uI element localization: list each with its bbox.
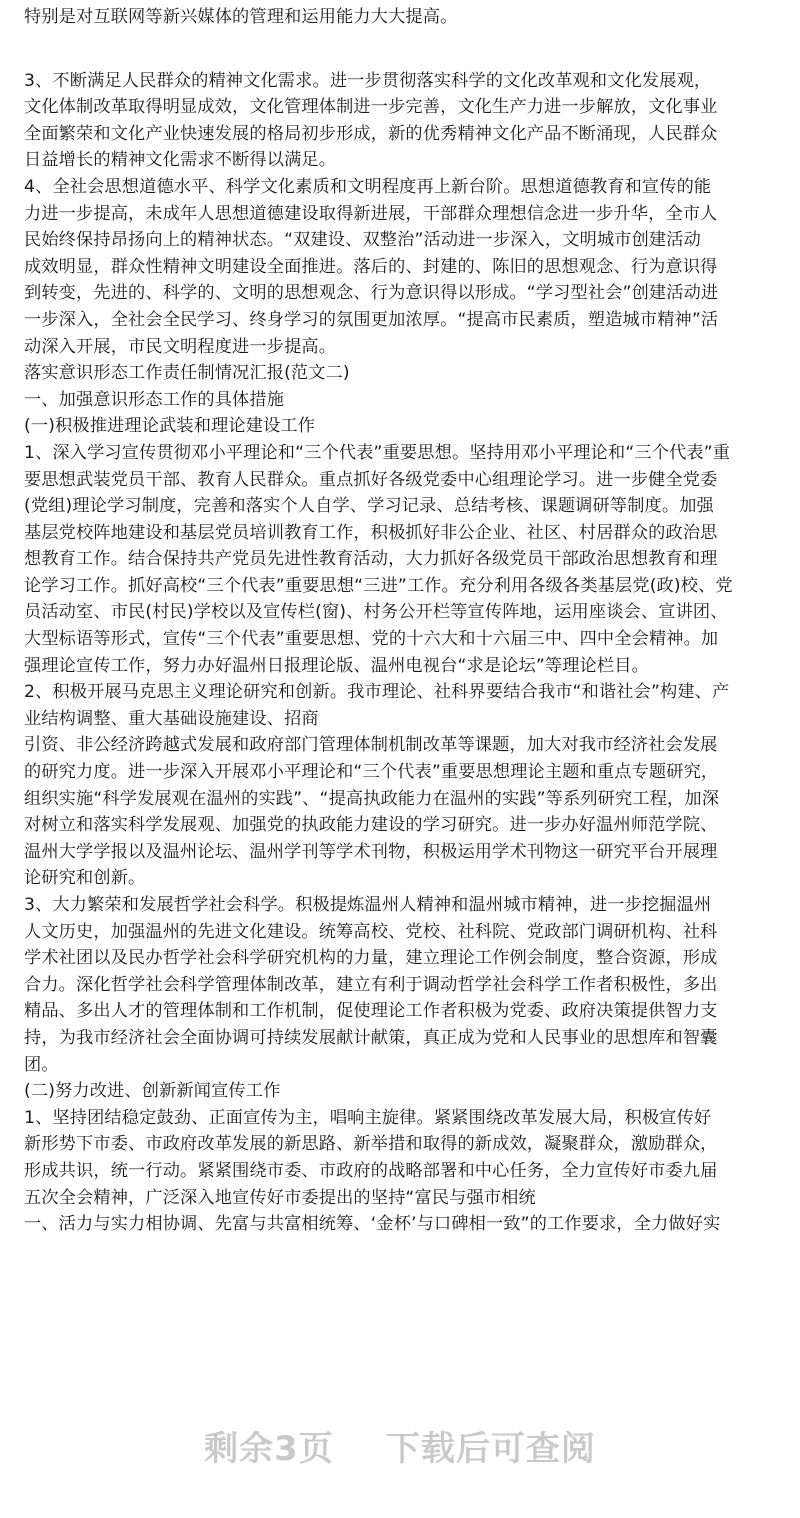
text-line xyxy=(24,1238,780,1265)
subsection-heading: 1、坚持团结稳定鼓劲、正面宣传为主，唱响主旋律。紧紧围绕改革发展大局，积极宣传好 xyxy=(24,1107,712,1128)
text-line: 新形势下市委、市政府改革发展的新思路、新举措和取得的新成效，凝聚群众，激励群众， xyxy=(24,1134,718,1155)
subsection-heading: (一)积极推进理论武装和理论建设工作 xyxy=(24,416,316,437)
text-line: 人文历史，加强温州的先进文化建设。统筹高校、党校、社科院、党政部门调研机构、社科 xyxy=(24,921,718,942)
text-line: 4、全社会思想道德水平、科学文化素质和文明程度再上新台阶。思想道德教育和宣传的能 xyxy=(24,176,712,197)
text-line: 文化体制改革取得明显成效，文化管理体制进一步完善，文化生产力进一步解放，文化事业 xyxy=(24,97,718,118)
text-line: 3、大力繁荣和发展哲学社会科学。积极提炼温州人精神和温州城市精神，进一步挖掘温州 xyxy=(24,895,712,915)
text-line: 合力。深化哲学社会科学管理体制改革，建立有利于调动哲学社会科学工作者积极性，多出 xyxy=(24,974,718,995)
text-line: 强理论宣传工作，努力办好温州日报理论版、温州电视台“求是论坛”等理论栏目。 xyxy=(24,655,649,676)
text-line: 2、积极开展马克思主义理论研究和创新。我市理论、社科界要结合我市“和谐社会”构建、产 xyxy=(24,682,730,703)
document-body xyxy=(24,0,780,1264)
text-line: 一、活力与实力相协调、先富与共富相统筹、‘金杯’与口碑相一致”的工作要求，全力做好实 xyxy=(24,1214,721,1235)
text-line: 五次全会精神，广泛深入地宣传好市委提出的坚持“富民与强市相统 xyxy=(24,1187,536,1208)
text-line: 业结构调整、重大基础设施建设、招商 xyxy=(24,708,319,729)
text-line: 持，为我市经济社会全面协调可持续发展献计献策，真正成为党和人民事业的思想库和智囊 xyxy=(24,1027,718,1048)
text-line: 全面繁荣和文化产业快速发展的格局初步形成，新的优秀精神文化产品不断涌现，人民群众 xyxy=(24,123,718,144)
text-line: 精品、多出人才的管理体制和工作机制，促使理论工作者积极为党委、政府决策提供智力支 xyxy=(24,1001,718,1022)
text-line: 员活动室、市民(村民)学校以及宣传栏(窗)、村务公开栏等宣传阵地，运用座谈会、宣讲团、 xyxy=(24,602,728,623)
text-line: 大型标语等形式，宣传“三个代表”重要思想、党的十六大和十六届三中、四中全会精神。加 xyxy=(24,629,719,650)
text-line: 组织实施“科学发展观在温州的实践”、“提高执政能力在温州的实践”等系列研究工程，加深 xyxy=(24,788,720,809)
text-line: 民始终保持昂扬向上的精神状态。“双建设、双整治”活动进一步深入，文明城市创建活动 xyxy=(24,230,701,251)
text-line: 温州大学学报以及温州论坛、温州学刊等学术刊物，积极运用学术刊物这一研究平台开展理 xyxy=(24,841,718,862)
section-title: 落实意识形态工作责任制情况汇报(范文二) xyxy=(24,363,350,384)
text-line: 1、深入学习宣传贯彻邓小平理论和“三个代表”重要思想。坚持用邓小平理论和“三个代表”重 xyxy=(24,442,731,463)
text-line: 想教育工作。结合保持共产党员先进性教育活动，大力抓好各级党员干部政治思想教育和理 xyxy=(24,549,718,570)
download-to-view-label[interactable]: 下载后可查阅 xyxy=(385,1428,596,1469)
text-line: (党组)理论学习制度，完善和落实个人自学、学习记录、总结考核、课题调研等制度。加强 xyxy=(24,496,714,517)
text-line: (二)努力改进、创新新闻宣传工作 xyxy=(24,1081,281,1102)
text-line: 论学习工作。抓好高校“三个代表”重要思想“三进”工作。充分利用各级各类基层党(政)校、党 xyxy=(24,575,733,596)
text-line: 论研究和创新。 xyxy=(24,868,146,889)
text-line: 到转变，先进的、科学的、文明的思想观念、行为意识得以形成。“学习型社会”创建活动进 xyxy=(24,283,719,304)
section-heading: 一、加强意识形态工作的具体措施 xyxy=(24,389,285,410)
text-line: 成效明显，群众性精神文明建设全面推进。落后的、封建的、陈旧的思想观念、行为意识得 xyxy=(24,256,718,277)
text-line: 日益增长的精神文化需求不断得以满足。 xyxy=(24,150,337,171)
download-prompt[interactable] xyxy=(0,1415,800,1475)
text-line: 一步深入，全社会全民学习、终身学习的氛围更加浓厚。“提高市民素质，塑造城市精神”活 xyxy=(24,309,719,330)
text-line: 学术社团以及民办哲学社会科学研究机构的力量，建立理论工作例会制度，整合资源，形成 xyxy=(24,948,718,969)
text-line: 3、不断满足人民群众的精神文化需求。进一步贯彻落实科学的文化改革观和文化发展观， xyxy=(24,70,712,91)
text-line: 引资、非公经济跨越式发展和政府部门管理体制机制改革等课题，加大对我市经济社会发展 xyxy=(24,735,718,756)
text-line: 动深入开展，市民文明程度进一步提高。 xyxy=(24,336,337,357)
text-line: 形成共识，统一行动。紧紧围绕市委、市政府的战略部署和中心任务，全力宣传好市委九届 xyxy=(24,1160,718,1181)
text-line: 团。 xyxy=(24,1054,59,1075)
text-line: 要思想武装党员干部、教育人民群众。重点抓好各级党委中心组理论学习。进一步健全党委 xyxy=(24,469,718,490)
text-line: 特别是对互联网等新兴媒体的管理和运用能力大大提高。 xyxy=(24,7,458,27)
text-line: 基层党校阵地建设和基层党员培训教育工作，积极抓好非公企业、社区、村居群众的政治思 xyxy=(24,522,718,543)
text-line: 力进一步提高，未成年人思想道德建设取得新进展，干部群众理想信念进一步升华，全市人 xyxy=(24,203,718,224)
text-line: 对树立和落实科学发展观、加强党的执政能力建设的学习研究。进一步办好温州师范学院、 xyxy=(24,815,718,836)
paragraph-gap xyxy=(24,31,780,68)
remaining-pages-label: 剩余3页 xyxy=(204,1428,334,1469)
text-line: 的研究力度。进一步深入开展邓小平理论和“三个代表”重要思想理论主题和重点专题研究， xyxy=(24,762,719,783)
